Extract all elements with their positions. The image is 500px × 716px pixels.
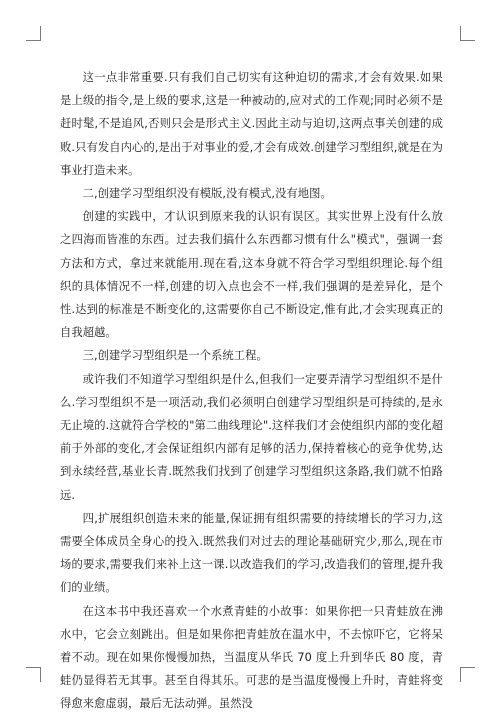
crop-mark-bottom-right [460,667,475,682]
section-heading: 三,创建学习型组织是一个系统工程。 [82,349,268,363]
body-paragraph: 创建的实践中，才认识到原来我的认识有误区。其实世界上没有什么放之四海而皆准的东西。过去我们搞什么东西都习惯有什么"模式"，强调一套方法和方式，拿过来就能用.现在看,这本身就不符合学习型组织理论.每个组织的具体情况不一样,创建的切入点也会不一样,我们强调的是差异化，是个性.达到的标准是不断变化的,这需要你自己不断设定,惟有此,才会实现真正的自我超越。 [60,210,443,340]
body-paragraph: 四,扩展组织创造未来的能量,保证拥有组织需要的持续增长的学习力,这需要全体成员全身心的投入.既然我们对过去的理论基础研究少,那么,现在市场的要求,需要我们来补上这一课.以改造我们的学习,改造我们的管理,提升我们的业绩。 [60,511,443,595]
crop-mark-bottom-left [26,667,41,682]
body-paragraph: 这一点非常重要.只有我们自己切实有这种迫切的需求,才会有效果.如果是上级的指令,是上级的要求,这是一种被动的,应对式的工作观;同时必须不是赶时髦,不是追风,否则只会是形式主义.因此主动与迫切,这两点事关创建的成败.只有发自内心的,是出于对事业的爱,才会有成效.创建学习型组织,就是在为事业打造未来。 [60,71,443,177]
crop-mark-top-right [460,26,475,41]
document-body [60,66,443,716]
body-paragraph: 或许我们不知道学习型组织是什么,但我们一定要弄清学习型组织不是什么.学习型组织不是一项活动,我们必须明白创建学习型组织是可持续的,是永无止境的.这就符合学校的"第二曲线理论".这样我们才会使组织内部的变化超前于外部的变化,才会保证组织内部有足够的活力,保持着核心的竞争优势,达到永续经营,基业长青.既然我们找到了创建学习型组织这条路,我们就不怕路远. [60,372,443,502]
crop-mark-top-left [26,26,41,41]
body-paragraph: 在这本书中我还喜欢一个水煮青蛙的小故事：如果你把一只青蛙放在沸水中，它会立刻跳出。但是如果你把青蛙放在温水中，不去惊吓它，它将呆着不动。现在如果你慢慢加热，当温度从华氏 70 度上升到华氏 80 度，青蛙仍显得若无其事。甚至自得其乐。可悲的是当温度慢慢上升时，青蛙将变得愈来愈虚弱，最后无法动弹。虽然没 [60,604,443,711]
section-heading: 二,创建学习型组织没有模版,没有模式,没有地图。 [82,187,332,201]
